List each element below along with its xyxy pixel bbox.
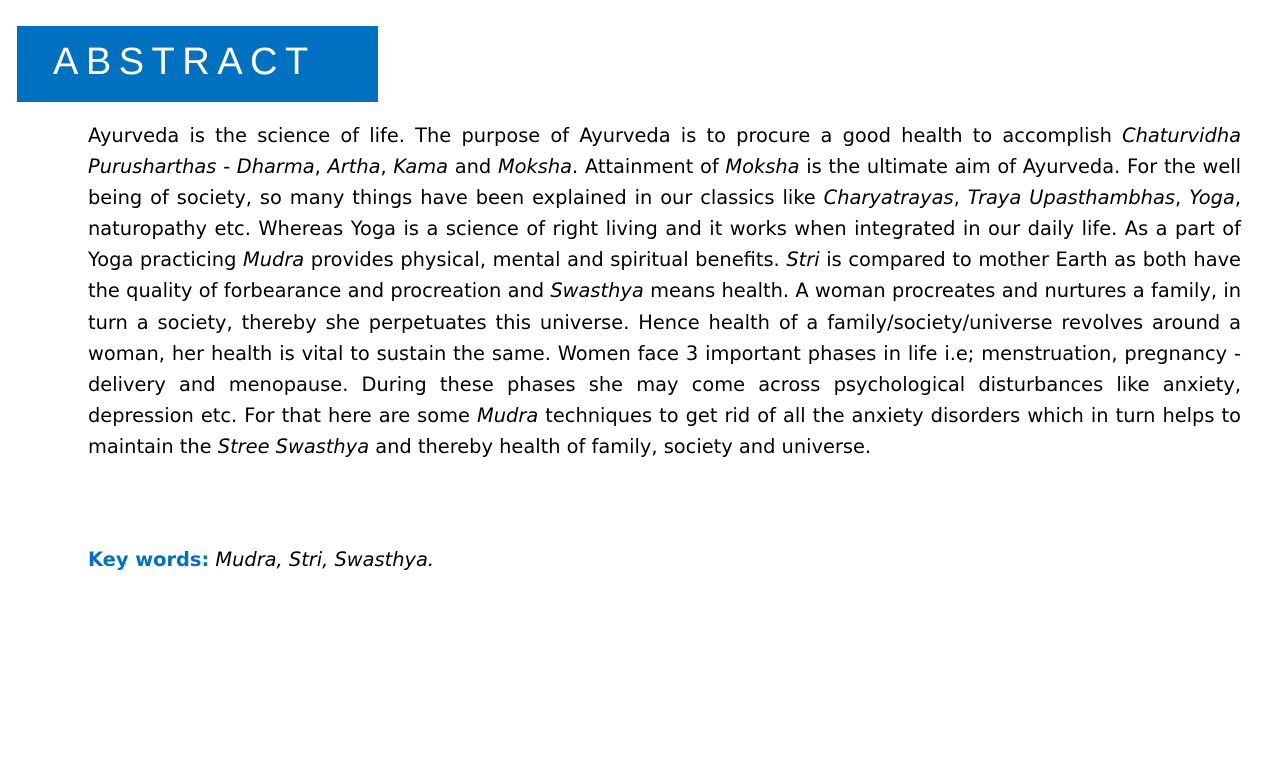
abstract-term: Mudra: [243, 248, 305, 272]
abstract-text: ,: [314, 155, 328, 179]
abstract-term: Chaturvidha Purusharthas - Dharma: [88, 124, 1241, 179]
abstract-term: Artha: [327, 155, 381, 179]
abstract-term: Moksha: [725, 155, 800, 179]
abstract-term: Yoga: [1189, 186, 1235, 210]
abstract-term: Mudra: [477, 403, 539, 427]
abstract-body: [88, 120, 1241, 462]
abstract-text: and: [448, 155, 498, 179]
abstract-term: Swasthya: [550, 279, 644, 303]
abstract-text: techniques to get rid of all the anxiety disorders which in turn helps to maintain the: [88, 403, 1241, 458]
abstract-text: is compared to mother Earth as both have the quality of forbearance and procreation and: [88, 248, 1241, 303]
keywords-line: [88, 544, 434, 575]
abstract-term: Charyatrayas: [823, 186, 954, 210]
abstract-text: ,: [380, 155, 394, 179]
abstract-text: . Attainment of: [572, 155, 726, 179]
abstract-text: Ayurveda is the science of life. The purpose of Ayurveda is to procure a good health to accomplish: [88, 124, 1123, 147]
keywords-label: Key words:: [88, 548, 210, 571]
abstract-term: Kama: [393, 155, 449, 179]
abstract-term: Moksha: [497, 155, 573, 179]
abstract-text: provides physical, mental and spiritual benefits.: [304, 248, 787, 272]
abstract-term: Traya Upasthambhas: [967, 186, 1175, 210]
abstract-text: ,: [1174, 186, 1190, 210]
abstract-text: ,: [953, 186, 968, 210]
abstract-term: Stree Swasthya: [217, 434, 370, 458]
abstract-text: means health. A woman procreates and nurtures a family, in turn a society, thereby she perpetuates this universe. Hence health of a family/society/universe revolves around a woman, her health is vital to sustain the same. Women face 3 important phases in life i.e; menstruation, pregnancy - delivery and menopause. During these phases she may come across psychological disturbances like anxiety, depression etc. For that here are some: [88, 279, 1241, 427]
abstract-banner: [17, 26, 378, 102]
abstract-term: Stri: [786, 248, 820, 272]
abstract-heading: ABSTRACT: [53, 41, 316, 83]
keywords-values: Mudra, Stri, Swasthya.: [215, 548, 435, 571]
abstract-text: , naturopathy etc. Whereas Yoga is a science of right living and it works when integrated in our daily life. As a part of Yoga practicing: [88, 186, 1242, 272]
abstract-text: and thereby health of family, society and universe.: [369, 434, 872, 458]
abstract-text: is the ultimate aim of Ayurveda. For the well being of society, so many things have been explained in our classics like: [88, 155, 1242, 210]
